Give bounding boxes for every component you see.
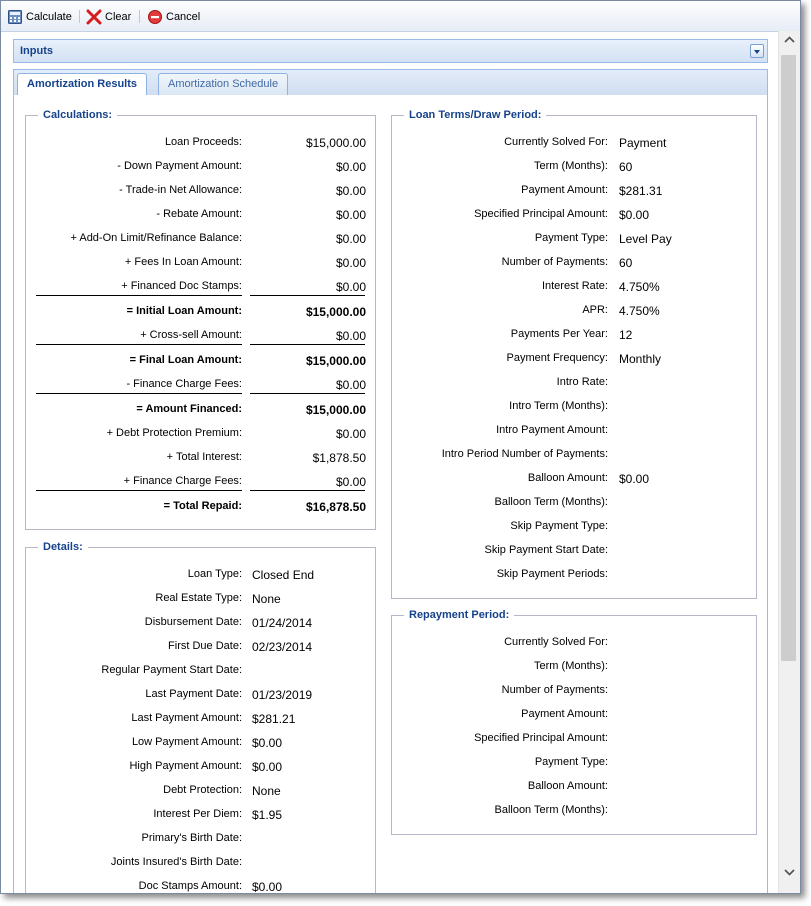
calculation-row: [26, 208, 366, 224]
repayment-row-label: Term (Months):: [534, 660, 608, 672]
repayment-row: [392, 756, 756, 772]
tab-amortization-schedule[interactable]: [158, 73, 288, 95]
calculation-label: + Debt Protection Premium:: [106, 427, 242, 439]
calculation-row: [26, 451, 366, 467]
detail-row-label: High Payment Amount:: [129, 760, 242, 772]
calculation-row: [26, 403, 366, 419]
separator-line: [250, 295, 365, 296]
loan-term-row: [392, 160, 756, 176]
calculation-row: [26, 378, 366, 394]
detail-row-value: None: [252, 784, 281, 798]
calculation-value: $0.00: [335, 256, 366, 270]
calculation-row: [26, 280, 366, 296]
toolbar-separator: [79, 10, 80, 23]
cancel-button[interactable]: [147, 8, 200, 25]
loan-term-row-value: 4.750%: [619, 304, 660, 318]
calculation-value: $15,000.00: [305, 403, 366, 417]
toolbar-separator: [139, 10, 140, 23]
detail-row: [26, 712, 375, 728]
detail-row-label: Last Payment Amount:: [131, 712, 242, 724]
red-x-icon: [86, 9, 102, 25]
calculation-value: $15,000.00: [305, 136, 366, 150]
calculation-value: $0.00: [335, 184, 366, 198]
detail-row-value: $1.95: [252, 808, 283, 822]
loan-term-row: [392, 136, 756, 152]
tab-label: Amortization Results: [27, 78, 138, 90]
amortization-results-panel: [13, 95, 768, 894]
repayment-row-label: Number of Payments:: [501, 684, 608, 696]
loan-term-row-label: Intro Term (Months):: [509, 400, 608, 412]
calculation-label: = Final Loan Amount:: [129, 354, 242, 366]
calculation-label: - Trade-in Net Allowance:: [119, 184, 242, 196]
loan-terms-fieldset: [391, 109, 757, 599]
loan-term-row-label: Intro Period Number of Payments:: [441, 448, 608, 460]
loan-term-row-label: Interest Rate:: [541, 280, 608, 292]
calculation-value: $15,000.00: [305, 305, 366, 319]
calculation-value: $16,878.50: [305, 500, 366, 514]
loan-term-row-label: APR:: [582, 304, 608, 316]
calculation-row: [26, 427, 366, 443]
loan-term-row-label: Skip Payment Type:: [510, 520, 608, 532]
separator-line: [36, 490, 242, 491]
detail-row: [26, 880, 375, 894]
loan-term-row: [392, 256, 756, 272]
calculation-label: Loan Proceeds:: [164, 136, 242, 148]
detail-row-value: 01/24/2014: [252, 616, 313, 630]
scroll-down-arrow-icon[interactable]: [779, 863, 800, 881]
separator-line: [250, 393, 365, 394]
calculation-row: [26, 232, 366, 248]
scroll-up-arrow-icon[interactable]: [779, 31, 800, 49]
detail-row: [26, 736, 375, 752]
calculator-icon: [7, 9, 23, 25]
detail-row-label: Disbursement Date:: [144, 616, 242, 628]
repayment-row: [392, 708, 756, 724]
loan-term-row-value: Payment: [619, 136, 667, 150]
calculation-row: [26, 354, 366, 370]
loan-term-row-label: Intro Rate:: [556, 376, 608, 388]
calculation-label: + Finance Charge Fees:: [123, 475, 242, 487]
loan-term-row-label: Currently Solved For:: [504, 136, 608, 148]
calculation-row: [26, 475, 366, 491]
loan-term-row-value: Level Pay: [619, 232, 672, 246]
separator-line: [36, 393, 242, 394]
loan-term-row-label: Payment Amount:: [521, 184, 608, 196]
main-content: [9, 39, 768, 894]
loan-term-row-label: Payment Type:: [534, 232, 608, 244]
cancel-icon: [147, 9, 163, 25]
repayment-row-label: Payment Type:: [534, 756, 608, 768]
loan-term-row-label: Skip Payment Start Date:: [484, 544, 608, 556]
detail-row-label: Regular Payment Start Date:: [101, 664, 242, 676]
loan-term-row: [392, 472, 756, 488]
detail-row-value: $0.00: [252, 760, 283, 774]
calculation-row: [26, 329, 366, 345]
calculation-label: - Rebate Amount:: [156, 208, 242, 220]
loan-term-row: [392, 400, 756, 416]
detail-row-label: Joints Insured's Birth Date:: [110, 856, 242, 868]
loan-term-row-label: Term (Months):: [534, 160, 608, 172]
calculate-button[interactable]: [7, 8, 72, 25]
loan-term-row: [392, 328, 756, 344]
repayment-row-label: Balloon Term (Months):: [494, 804, 608, 816]
loan-term-row-value: $0.00: [619, 208, 650, 222]
calculations-title: Calculations:: [38, 109, 117, 121]
separator-line: [36, 344, 242, 345]
loan-term-row-value: $281.31: [619, 184, 663, 198]
calculation-label: + Add-On Limit/Refinance Balance:: [70, 232, 242, 244]
loan-term-row: [392, 496, 756, 512]
repayment-row-label: Currently Solved For:: [504, 636, 608, 648]
loan-term-row: [392, 376, 756, 392]
separator-line: [36, 295, 242, 296]
tab-amortization-results[interactable]: [17, 73, 147, 97]
inputs-panel-header[interactable]: [13, 39, 768, 63]
separator-line: [250, 344, 365, 345]
calculation-value: $15,000.00: [305, 354, 366, 368]
repayment-row: [392, 660, 756, 676]
details-fieldset: [25, 541, 376, 894]
calculation-row: [26, 256, 366, 272]
loan-term-row: [392, 568, 756, 584]
toolbar: [1, 1, 800, 32]
loan-term-row: [392, 184, 756, 200]
detail-row-label: Debt Protection:: [163, 784, 242, 796]
detail-row: [26, 856, 375, 872]
loan-term-row-value: 4.750%: [619, 280, 660, 294]
calculation-value: $0.00: [335, 160, 366, 174]
repayment-title: Repayment Period:: [404, 609, 514, 621]
loan-term-row-label: Balloon Amount:: [527, 472, 608, 484]
loan-term-row-value: 60: [619, 160, 633, 174]
cancel-label: Cancel: [166, 10, 201, 23]
repayment-row: [392, 684, 756, 700]
loan-term-row: [392, 424, 756, 440]
loan-terms-title: Loan Terms/Draw Period:: [404, 109, 546, 121]
calculation-row: [26, 136, 366, 152]
loan-term-row: [392, 280, 756, 296]
loan-term-row-label: Skip Payment Periods:: [496, 568, 608, 580]
detail-row: [26, 616, 375, 632]
separator-line: [250, 490, 365, 491]
loan-term-row-label: Specified Principal Amount:: [474, 208, 608, 220]
calculation-label: = Initial Loan Amount:: [126, 305, 242, 317]
detail-row-label: First Due Date:: [168, 640, 242, 652]
scrollbar-thumb[interactable]: [781, 55, 796, 661]
calculation-label: + Fees In Loan Amount:: [124, 256, 242, 268]
loan-term-row-label: Payments Per Year:: [510, 328, 608, 340]
repayment-row: [392, 804, 756, 820]
detail-row: [26, 592, 375, 608]
clear-button[interactable]: [86, 8, 131, 25]
calculation-label: - Finance Charge Fees:: [126, 378, 242, 390]
repayment-row-label: Balloon Amount:: [527, 780, 608, 792]
detail-row: [26, 688, 375, 704]
details-title: Details:: [38, 541, 88, 553]
detail-row: [26, 784, 375, 800]
calculation-label: = Amount Financed:: [136, 403, 242, 415]
detail-row-label: Doc Stamps Amount:: [138, 880, 242, 892]
calculation-value: $0.00: [335, 232, 366, 246]
calculation-row: [26, 160, 366, 176]
detail-row-value: $0.00: [252, 736, 283, 750]
loan-term-row-value: 12: [619, 328, 633, 342]
detail-row: [26, 640, 375, 656]
expand-toggle-icon[interactable]: [750, 44, 764, 58]
repayment-row-label: Specified Principal Amount:: [474, 732, 608, 744]
loan-term-row: [392, 448, 756, 464]
calculation-row: [26, 305, 366, 321]
loan-term-row-value: $0.00: [619, 472, 650, 486]
detail-row-value: $281.21: [252, 712, 296, 726]
detail-row: [26, 664, 375, 680]
calculations-fieldset: [25, 109, 376, 530]
detail-row-value: Closed End: [252, 568, 315, 582]
detail-row: [26, 832, 375, 848]
calculation-row: [26, 184, 366, 200]
loan-term-row-value: Monthly: [619, 352, 662, 366]
loan-term-row-label: Intro Payment Amount:: [496, 424, 608, 436]
results-tabstrip: [13, 69, 768, 96]
calculation-label: - Down Payment Amount:: [117, 160, 242, 172]
loan-term-row: [392, 520, 756, 536]
repayment-row: [392, 636, 756, 652]
loan-term-row: [392, 208, 756, 224]
calculation-value: $0.00: [335, 475, 366, 489]
loan-term-row: [392, 232, 756, 248]
loan-term-row: [392, 352, 756, 368]
detail-row-value: 01/23/2019: [252, 688, 313, 702]
loan-term-row-label: Payment Frequency:: [506, 352, 608, 364]
calculation-value: $0.00: [335, 208, 366, 222]
calculation-value: $1,878.50: [312, 451, 366, 465]
calculation-value: $0.00: [335, 427, 366, 441]
repayment-row: [392, 732, 756, 748]
detail-row: [26, 568, 375, 584]
loan-term-row: [392, 304, 756, 320]
calculation-label: + Financed Doc Stamps:: [121, 280, 242, 292]
calculation-value: $0.00: [335, 378, 366, 392]
loan-term-row-label: Number of Payments:: [501, 256, 608, 268]
detail-row-label: Last Payment Date:: [145, 688, 242, 700]
repayment-fieldset: [391, 609, 757, 835]
repayment-row-label: Payment Amount:: [521, 708, 608, 720]
calculation-label: + Cross-sell Amount:: [140, 329, 242, 341]
detail-row-label: Interest Per Diem:: [153, 808, 242, 820]
calculation-label: + Total Interest:: [166, 451, 242, 463]
calculate-label: Calculate: [26, 10, 72, 23]
loan-term-row-value: 60: [619, 256, 633, 270]
detail-row-value: $0.00: [252, 880, 283, 894]
repayment-row: [392, 780, 756, 796]
clear-label: Clear: [105, 10, 132, 23]
vertical-scrollbar[interactable]: [778, 31, 800, 893]
loan-term-row: [392, 544, 756, 560]
detail-row: [26, 760, 375, 776]
detail-row-value: None: [252, 592, 281, 606]
tab-label: Amortization Schedule: [168, 78, 279, 90]
calculation-row: [26, 500, 366, 516]
calculation-value: $0.00: [335, 280, 366, 294]
loan-term-row-label: Balloon Term (Months):: [494, 496, 608, 508]
detail-row-label: Real Estate Type:: [155, 592, 242, 604]
detail-row: [26, 808, 375, 824]
detail-row-label: Loan Type:: [187, 568, 242, 580]
detail-row-value: 02/23/2014: [252, 640, 313, 654]
inputs-panel-title: Inputs: [20, 45, 53, 57]
detail-row-label: Primary's Birth Date:: [141, 832, 242, 844]
calculation-value: $0.00: [335, 329, 366, 343]
calculation-label: = Total Repaid:: [163, 500, 242, 512]
detail-row-label: Low Payment Amount:: [131, 736, 242, 748]
